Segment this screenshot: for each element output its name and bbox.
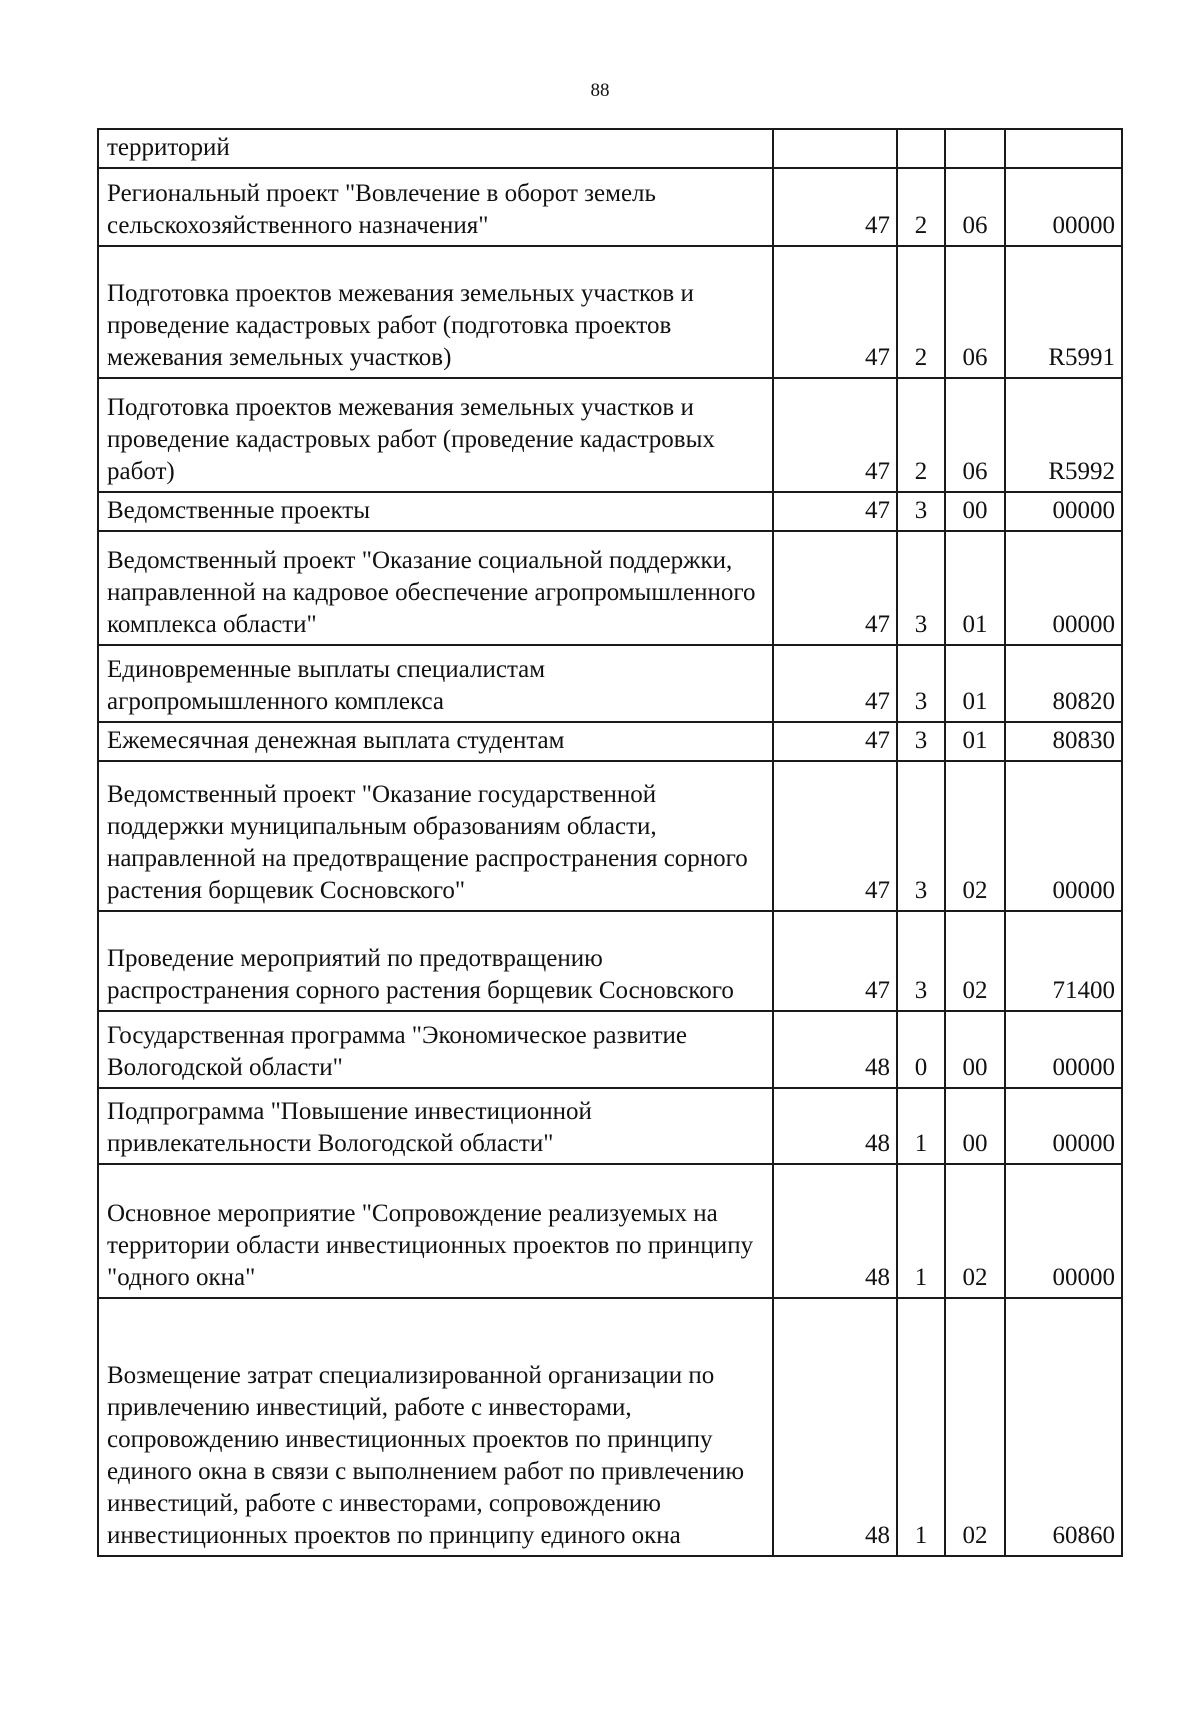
row-name: Ведомственные проекты [98,492,773,531]
program-code: 47 [773,722,897,761]
direction-code: 80830 [1005,722,1122,761]
row-name: Государственная программа "Экономическое развитие Вологодской области" [98,1011,773,1088]
event-code: 01 [945,645,1005,722]
event-code: 06 [945,378,1005,492]
event-code: 01 [945,531,1005,645]
table-row [98,645,1122,722]
program-code: 48 [773,1088,897,1164]
event-code: 00 [945,1011,1005,1088]
direction-code: R5992 [1005,378,1122,492]
direction-code: R5991 [1005,246,1122,378]
direction-code: 00000 [1005,168,1122,246]
direction-code: 00000 [1005,531,1122,645]
row-name: Подготовка проектов межевания земельных участков и проведение кадастровых работ (подготовка проектов межевания земельных участков) [98,246,773,378]
subprogram-code: 3 [897,531,945,645]
direction-code: 00000 [1005,761,1122,911]
row-name: Ежемесячная денежная выплата студентам [98,722,773,761]
program-code: 47 [773,911,897,1011]
row-name: Единовременные выплаты специалистам агропромышленного комплекса [98,645,773,722]
table-row [98,129,1122,168]
table-row [98,531,1122,645]
program-code: 48 [773,1011,897,1088]
table-row [98,911,1122,1011]
subprogram-code: 3 [897,911,945,1011]
event-code: 01 [945,722,1005,761]
direction-code: 00000 [1005,1011,1122,1088]
row-name: Подпрограмма "Повышение инвестиционной привлекательности Вологодской области" [98,1088,773,1164]
direction-code: 00000 [1005,1088,1122,1164]
subprogram-code: 0 [897,1011,945,1088]
table-row [98,492,1122,531]
direction-code: 60860 [1005,1298,1122,1556]
subprogram-code: 2 [897,378,945,492]
event-code: 00 [945,492,1005,531]
event-code: 02 [945,1164,1005,1298]
table-row [98,761,1122,911]
row-name: территорий [98,129,773,168]
row-name: Ведомственный проект "Оказание государственной поддержки муниципальным образованиям области, направленной на предотвращение распространения сорного растения борщевик Сосновского" [98,761,773,911]
program-code: 47 [773,168,897,246]
program-code: 47 [773,531,897,645]
row-name: Подготовка проектов межевания земельных участков и проведение кадастровых работ (проведение кадастровых работ) [98,378,773,492]
event-code: 06 [945,168,1005,246]
subprogram-code: 2 [897,168,945,246]
event-code: 02 [945,911,1005,1011]
event-code: 06 [945,246,1005,378]
table-row [98,168,1122,246]
event-code: 00 [945,1088,1005,1164]
direction-code: 00000 [1005,1164,1122,1298]
subprogram-code: 1 [897,1164,945,1298]
budget-classification-table [97,128,1123,1557]
table-row [98,246,1122,378]
subprogram-code [897,129,945,168]
row-name: Ведомственный проект "Оказание социальной поддержки, направленной на кадровое обеспечение агропромышленного комплекса области" [98,531,773,645]
table-row [98,378,1122,492]
program-code: 47 [773,761,897,911]
table-row [98,1164,1122,1298]
table-row [98,1298,1122,1556]
subprogram-code: 3 [897,761,945,911]
program-code: 48 [773,1164,897,1298]
subprogram-code: 3 [897,722,945,761]
direction-code: 80820 [1005,645,1122,722]
direction-code [1005,129,1122,168]
subprogram-code: 2 [897,246,945,378]
table-row [98,1011,1122,1088]
subprogram-code: 1 [897,1298,945,1556]
table-row [98,1088,1122,1164]
program-code: 48 [773,1298,897,1556]
subprogram-code: 3 [897,492,945,531]
program-code: 47 [773,492,897,531]
table-row [98,722,1122,761]
row-name: Основное мероприятие "Сопровождение реализуемых на территории области инвестиционных проектов по принципу "одного окна" [98,1164,773,1298]
row-name: Региональный проект "Вовлечение в оборот земель сельскохозяйственного назначения" [98,168,773,246]
program-code: 47 [773,246,897,378]
subprogram-code: 1 [897,1088,945,1164]
row-name: Проведение мероприятий по предотвращению распространения сорного растения борщевик Сосновского [98,911,773,1011]
event-code [945,129,1005,168]
direction-code: 00000 [1005,492,1122,531]
row-name: Возмещение затрат специализированной организации по привлечению инвестиций, работе с инвесторами, сопровождению инвестиционных проектов по принципу единого окна в связи с выполнением работ по привлечению инвестиций, работе с инвесторами, сопровождению инвестиционных проектов по принципу единого окна [98,1298,773,1556]
program-code: 47 [773,378,897,492]
page-number: 88 [590,80,610,101]
program-code [773,129,897,168]
subprogram-code: 3 [897,645,945,722]
direction-code: 71400 [1005,911,1122,1011]
event-code: 02 [945,761,1005,911]
program-code: 47 [773,645,897,722]
event-code: 02 [945,1298,1005,1556]
